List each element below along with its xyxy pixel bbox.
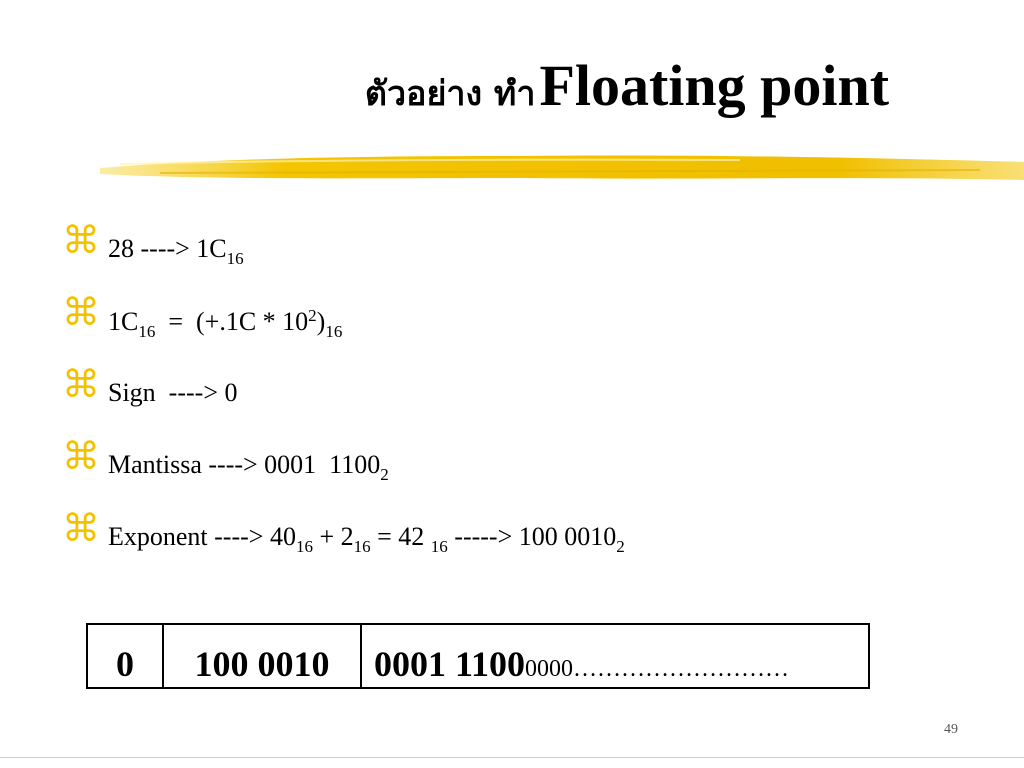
- mantissa-cell: [362, 625, 868, 687]
- bullet-text: Sign ----> 0: [108, 378, 238, 407]
- command-bullet-icon: ⌘: [62, 434, 100, 478]
- yellow-brush-stroke: [100, 146, 1024, 192]
- bullet-text: Mantissa ----> 0001 $1100_2$: [108, 450, 389, 484]
- footer-divider: [0, 757, 1024, 758]
- page-number: 49: [944, 722, 958, 737]
- command-bullet-icon: ⌘: [62, 218, 100, 262]
- float-bit-table: [86, 623, 870, 689]
- bullet-text: Exponent ----> $40_{16} + 2_{16} = 42$ $_{16}$ -----> 100 $0010_2$: [108, 522, 625, 556]
- sign-bit-cell: 0: [88, 625, 164, 687]
- bullet-text: 28 ----> $1C_{16}$: [108, 234, 244, 268]
- slide-title: [0, 52, 1024, 120]
- command-bullet-icon: ⌘: [62, 506, 100, 550]
- bullet-text: $1C_{16} = (+.1C * 10^2)_{16}$: [108, 306, 343, 341]
- mantissa-tail: 0000………………………: [525, 656, 790, 682]
- mantissa-value: 0001 1100: [374, 644, 526, 684]
- command-bullet-icon: ⌘: [62, 362, 100, 406]
- title-thai: ตัวอย่าง ทำ: [364, 74, 536, 114]
- exponent-cell: 100 0010: [164, 625, 362, 687]
- title-english: Floating point: [539, 53, 890, 118]
- command-bullet-icon: ⌘: [62, 290, 100, 334]
